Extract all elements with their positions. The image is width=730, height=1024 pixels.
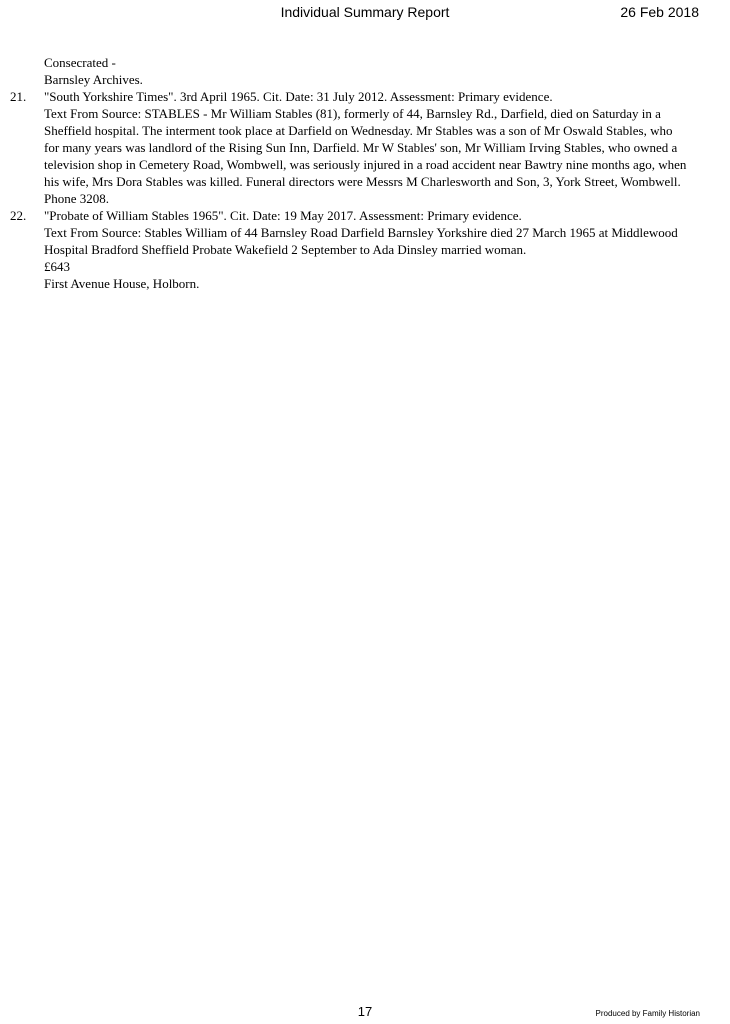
entry-line: Text From Source: Stables William of 44 Barnsley Road Darfield Barnsley Yorkshire died 27 March 1965 at Middlewood (44, 225, 678, 240)
report-date: 26 Feb 2018 (620, 4, 699, 20)
entry-number: 21. (10, 89, 27, 104)
page-number: 17 (357, 1004, 373, 1019)
entry-line: £643 (44, 259, 70, 274)
entry-line: Sheffield hospital. The interment took place at Darfield on Wednesday. Mr Stables was a son of Mr Oswald Stables, who (44, 123, 673, 138)
entry-number: 22. (10, 208, 27, 223)
entry-line: Hospital Bradford Sheffield Probate Wakefield 2 September to Ada Dinsley married woman. (44, 242, 527, 257)
report-title: Individual Summary Report (280, 4, 450, 20)
entry-line: Phone 3208. (44, 191, 109, 206)
source-entry (10, 88, 710, 207)
entry-line: First Avenue House, Holborn. (44, 276, 200, 291)
entry-line: "Probate of William Stables 1965". Cit. Date: 19 May 2017. Assessment: Primary evidence. (44, 208, 522, 223)
entry-line: "South Yorkshire Times". 3rd April 1965. Cit. Date: 31 July 2012. Assessment: Primary evidence. (44, 89, 553, 104)
source-entry (10, 207, 710, 292)
entry-line: his wife, Mrs Dora Stables was killed. Funeral directors were Messrs M Charlesworth and Son, 3, York Street, Wombwell. (44, 174, 681, 189)
entry-line: for many years was landlord of the Rising Sun Inn, Darfield. Mr W Stables' son, Mr William Irving Stables, who owned a (44, 140, 678, 155)
report-body (10, 54, 710, 292)
produced-by-note: Produced by Family Historian (595, 1009, 700, 1018)
entry-line: Text From Source: STABLES - Mr William Stables (81), formerly of 44, Barnsley Rd., Darfield, died on Saturday in a (44, 106, 661, 121)
intro-line: Consecrated - (44, 55, 116, 70)
entry-line: television shop in Cemetery Road, Wombwell, was seriously injured in a road accident near Bawtry nine months ago, when (44, 157, 687, 172)
intro-line: Barnsley Archives. (44, 72, 143, 87)
